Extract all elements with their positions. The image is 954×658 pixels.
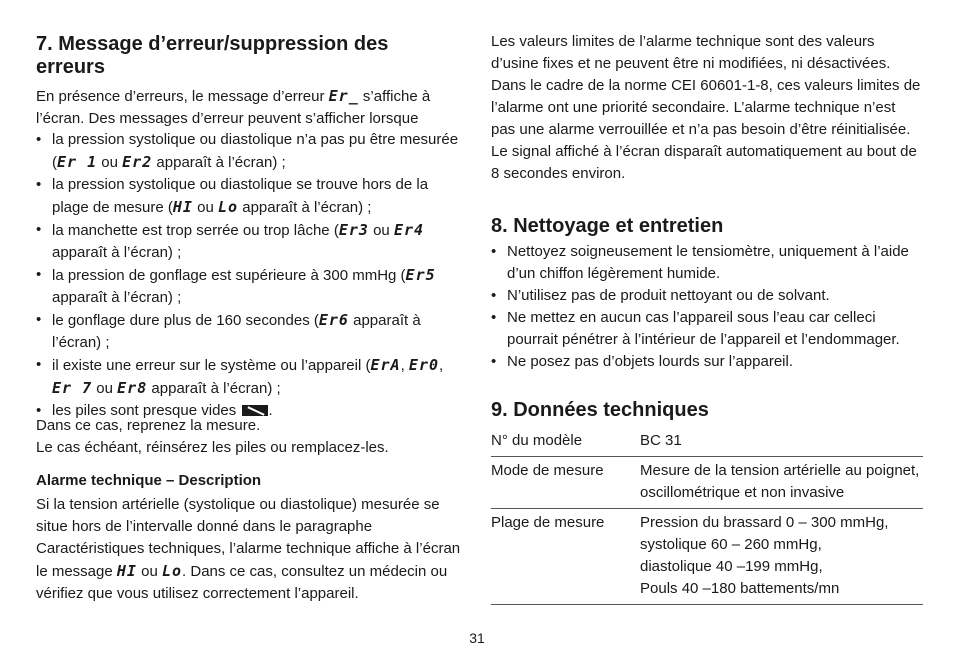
error-code-lo: Lo <box>218 198 239 216</box>
error-code-er6: Er6 <box>318 311 349 329</box>
range-line: systolique 60 – 260 mmHg, <box>640 536 822 553</box>
text: ou <box>92 380 118 397</box>
error-code-hi: HI <box>172 198 193 216</box>
cleaning-item: • N’utilisez pas de produit nettoyant ou de solvant. <box>491 285 923 307</box>
table-row <box>491 457 923 509</box>
row-label: Plage de mesure <box>491 509 640 605</box>
text: les piles sont presque vides <box>52 402 241 419</box>
error-item-4 <box>36 264 466 309</box>
table-row <box>491 427 923 457</box>
text: ou <box>97 154 123 171</box>
text: le gonflage dure plus de 160 secondes ( <box>52 312 319 329</box>
error-code-er7: Er 7 <box>52 379 93 397</box>
table-row <box>491 509 923 605</box>
error-code-er5: Er5 <box>405 266 436 284</box>
row-value <box>640 509 923 605</box>
text: . Dans ce cas, consultez un médecin ou vérifiez que vous utilisez correctement l’appareil. <box>36 563 448 602</box>
cleaning-item: • Ne mettez en aucun cas l’appareil sous l’eau car celleci pourrait pénétrer à l’intérieur de l’appareil et l’endommager. <box>491 307 923 351</box>
text: ou <box>136 563 162 580</box>
text: apparaît à l’écran) ; <box>238 199 372 216</box>
text: il existe une erreur sur le système ou l’appareil ( <box>52 357 371 374</box>
section-7-title: 7. Message d’erreur/suppression des erreurs <box>36 33 389 78</box>
text: Si la tension artérielle (systolique ou diastolique) mesurée se situe hors de l’intervalle donné dans le paragraphe Caractéristiques techniques, l’alarme technique affiche à l’écran le message <box>36 496 461 580</box>
text: ou <box>192 199 218 216</box>
error-code-era: ErA <box>370 356 401 374</box>
text: la pression de gonflage est supérieure à 300 mmHg ( <box>52 267 406 284</box>
battery-text: Le cas échéant, réinsérez les piles ou remplacez-les. <box>36 439 389 456</box>
error-code-er0: Er0 <box>408 356 440 374</box>
range-line: Pression du brassard 0 – 300 mmHg, <box>640 514 889 531</box>
error-item-6 <box>36 354 466 400</box>
cleaning-list <box>491 241 923 373</box>
error-item-2 <box>36 174 466 219</box>
section-8-title: 8. Nettoyage et entretien <box>491 215 724 237</box>
error-code-lo: Lo <box>161 562 183 580</box>
section-7-intro <box>36 85 466 130</box>
error-item-1 <box>36 129 466 174</box>
error-code-er2: Er2 <box>122 153 153 171</box>
error-code-er8: Er8 <box>117 379 148 397</box>
error-code-er4: Er4 <box>393 221 425 239</box>
text: apparaît à l’écran) ; <box>52 244 182 261</box>
row-value: Mesure de la tension artérielle au poignet, oscillométrique et non invasive <box>640 457 923 509</box>
alarm-limits-paragraph: Les valeurs limites de l’alarme technique sont des valeurs d’usine fixes et ne peuvent être ni modifiées, ni désactivées. Dans le cadre de la norme CEI 60601-1-8, ces valeurs limites de l’alarme ont une priorité secondaire. L’alarme technique n’est pas une alarme verrouillée et n’a pas besoin d’être réinitialisée. Le signal affiché à l’écran disparaît automatiquement au bout de 8 secondes environ. <box>491 33 921 182</box>
text: , <box>400 357 409 374</box>
text: apparaît à l’écran) ; <box>152 154 286 171</box>
row-label: Mode de mesure <box>491 457 640 509</box>
intro-text-a: En présence d’erreurs, le message d’erreur <box>36 88 329 105</box>
error-code-er: Er_ <box>328 87 359 105</box>
text: apparaît à l’écran) ; <box>52 312 421 351</box>
intro-text-b: s’affiche à l’écran. Des messages d’erreur peuvent s’afficher lorsque <box>36 88 431 127</box>
cleaning-item: • Ne posez pas d’objets lourds sur l’appareil. <box>491 351 923 373</box>
range-line: diastolique 40 –199 mmHg, <box>640 558 823 575</box>
row-value: BC 31 <box>640 432 682 449</box>
section-9-title: 9. Données techniques <box>491 399 709 421</box>
error-code-er1: Er 1 <box>57 153 98 171</box>
error-code-er3: Er3 <box>338 221 369 239</box>
cleaning-item: • Nettoyez soigneusement le tensiomètre, uniquement à l’aide d’un chiffon légèrement humide. <box>491 241 923 285</box>
error-item-5 <box>36 309 466 354</box>
text: , <box>439 357 444 374</box>
text: la manchette est trop serrée ou trop lâche ( <box>52 222 339 239</box>
text: apparaît à l’écran) ; <box>147 380 281 397</box>
alarm-heading: Alarme technique – Description <box>36 472 262 489</box>
error-code-hi: HI <box>116 562 137 580</box>
error-list <box>36 129 466 422</box>
text: ou <box>368 222 394 239</box>
text: . <box>268 402 273 419</box>
error-item-3 <box>36 219 466 264</box>
row-label: N° du modèle <box>491 432 583 449</box>
retry-text: Dans ce cas, reprenez la mesure. <box>36 417 261 434</box>
alarm-paragraph <box>36 494 466 605</box>
text: la pression systolique ou diastolique n’a pas pu être mesurée ( <box>52 131 459 171</box>
page-number: 31 <box>469 630 485 646</box>
text: apparaît à l’écran) ; <box>52 289 182 306</box>
range-line: Pouls 40 –180 battements/mn <box>640 580 840 597</box>
technical-data-table <box>491 427 923 605</box>
text: la pression systolique ou diastolique se trouve hors de la plage de mesure ( <box>52 176 429 216</box>
